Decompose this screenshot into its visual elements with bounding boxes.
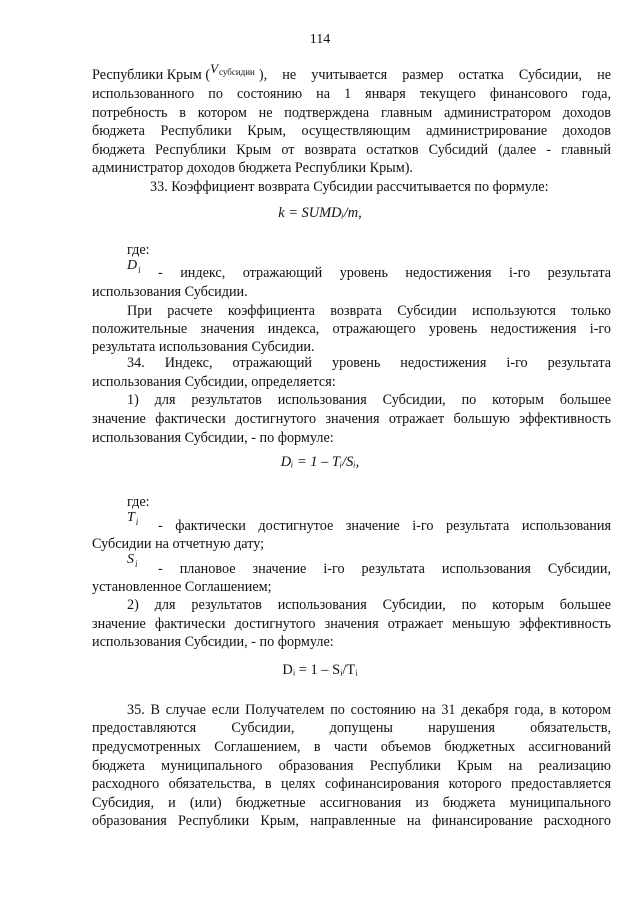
paragraph-line: - плановое значение i-го результата использования Субсидии, (158, 561, 611, 577)
paragraph-line: бюджета муниципального образования Республики Крым на реализацию (92, 758, 611, 774)
paragraph-line: предусмотренных Соглашением, в части объемов бюджетных ассигнований (92, 739, 611, 755)
paragraph-line: использованного по состоянию на 1 января текущего финансового года, (92, 86, 611, 102)
paragraph-line: администратор доходов бюджета Республики Крым). (92, 160, 413, 176)
paragraph-line: - индекс, отражающий уровень недостижения i-го результата (158, 265, 611, 281)
paragraph-line: Субсидия, и (или) бюджетные ассигнования из бюджета муниципального (92, 795, 611, 811)
paragraph-line: 2) для результатов использования Субсидии, по которым большее (127, 597, 611, 613)
formula-k: k = SUMDᵢ/m, (278, 205, 362, 221)
paragraph-line: значение фактически достигнутого значения отражает большую эффективность (92, 411, 611, 427)
paragraph-line: бюджета Республики Крым, осуществляющим администрирование доходов (92, 123, 611, 139)
paragraph-line: использования Субсидии. (92, 284, 248, 300)
paragraph-line: 35. В случае если Получателем по состоянию на 31 декабря года, в котором (127, 702, 611, 718)
paragraph-line: потребность в котором не подтверждена главным администратором доходов (92, 105, 611, 121)
paragraph-line: значение фактически достигнутого значения отражает меньшую эффективность (92, 616, 611, 632)
t-symbol: $T_i$ (127, 510, 139, 527)
text-fragment: ), не учитывается размер остатка Субсидии, не (258, 67, 611, 83)
paragraph-line: - фактически достигнутое значение i-го результата использования (158, 518, 611, 534)
s-symbol: $S_i$ (127, 552, 138, 569)
where-label: где: (127, 494, 150, 510)
paragraph-line: образования Республики Крым, направленные на финансирование расходного (92, 813, 611, 829)
paragraph-line: бюджета Республики Крым от возврата остатков Субсидий (далее - главный (92, 142, 611, 158)
d-symbol: $D_i$ (127, 258, 141, 275)
paragraph-line: 34. Индекс, отражающий уровень недостижения i-го результата (127, 355, 611, 371)
v-subsidy-symbol: Vсубсидии (210, 61, 255, 77)
formula-d-higher: Dᵢ = 1 – Tᵢ/Sᵢ, (280, 454, 360, 470)
text-fragment: Республики Крым ( (92, 67, 211, 83)
paragraph-line: предоставляются Субсидии, допущены нарушения обязательств, (92, 720, 611, 736)
paragraph-line: результата использования Субсидии. (92, 339, 315, 355)
paragraph-line: использования Субсидии, - по формуле: (92, 634, 334, 650)
paragraph-line: 1) для результатов использования Субсидии, по которым большее (127, 392, 611, 408)
paragraph-line: 33. Коэффициент возврата Субсидии рассчитывается по формуле: (150, 179, 549, 195)
paragraph-line (92, 61, 611, 85)
where-label: где: (127, 242, 150, 258)
paragraph-line: использования Субсидии, - по формуле: (92, 430, 334, 446)
paragraph-line: установленное Соглашением; (92, 579, 272, 595)
paragraph-line: Субсидии на отчетную дату; (92, 536, 265, 552)
page-number: 114 (309, 32, 331, 47)
paragraph-line: При расчете коэффициента возврата Субсидии используются только (127, 303, 611, 319)
paragraph-line: использования Субсидии, определяется: (92, 374, 336, 390)
paragraph-line: расходного обязательства, в целях софинансирования которого предоставляется (92, 776, 611, 792)
formula-d-lower: Dᵢ = 1 – Sᵢ/Tᵢ (282, 662, 358, 678)
paragraph-line: положительные значения индекса, отражающего уровень недостижения i-го (92, 321, 611, 337)
